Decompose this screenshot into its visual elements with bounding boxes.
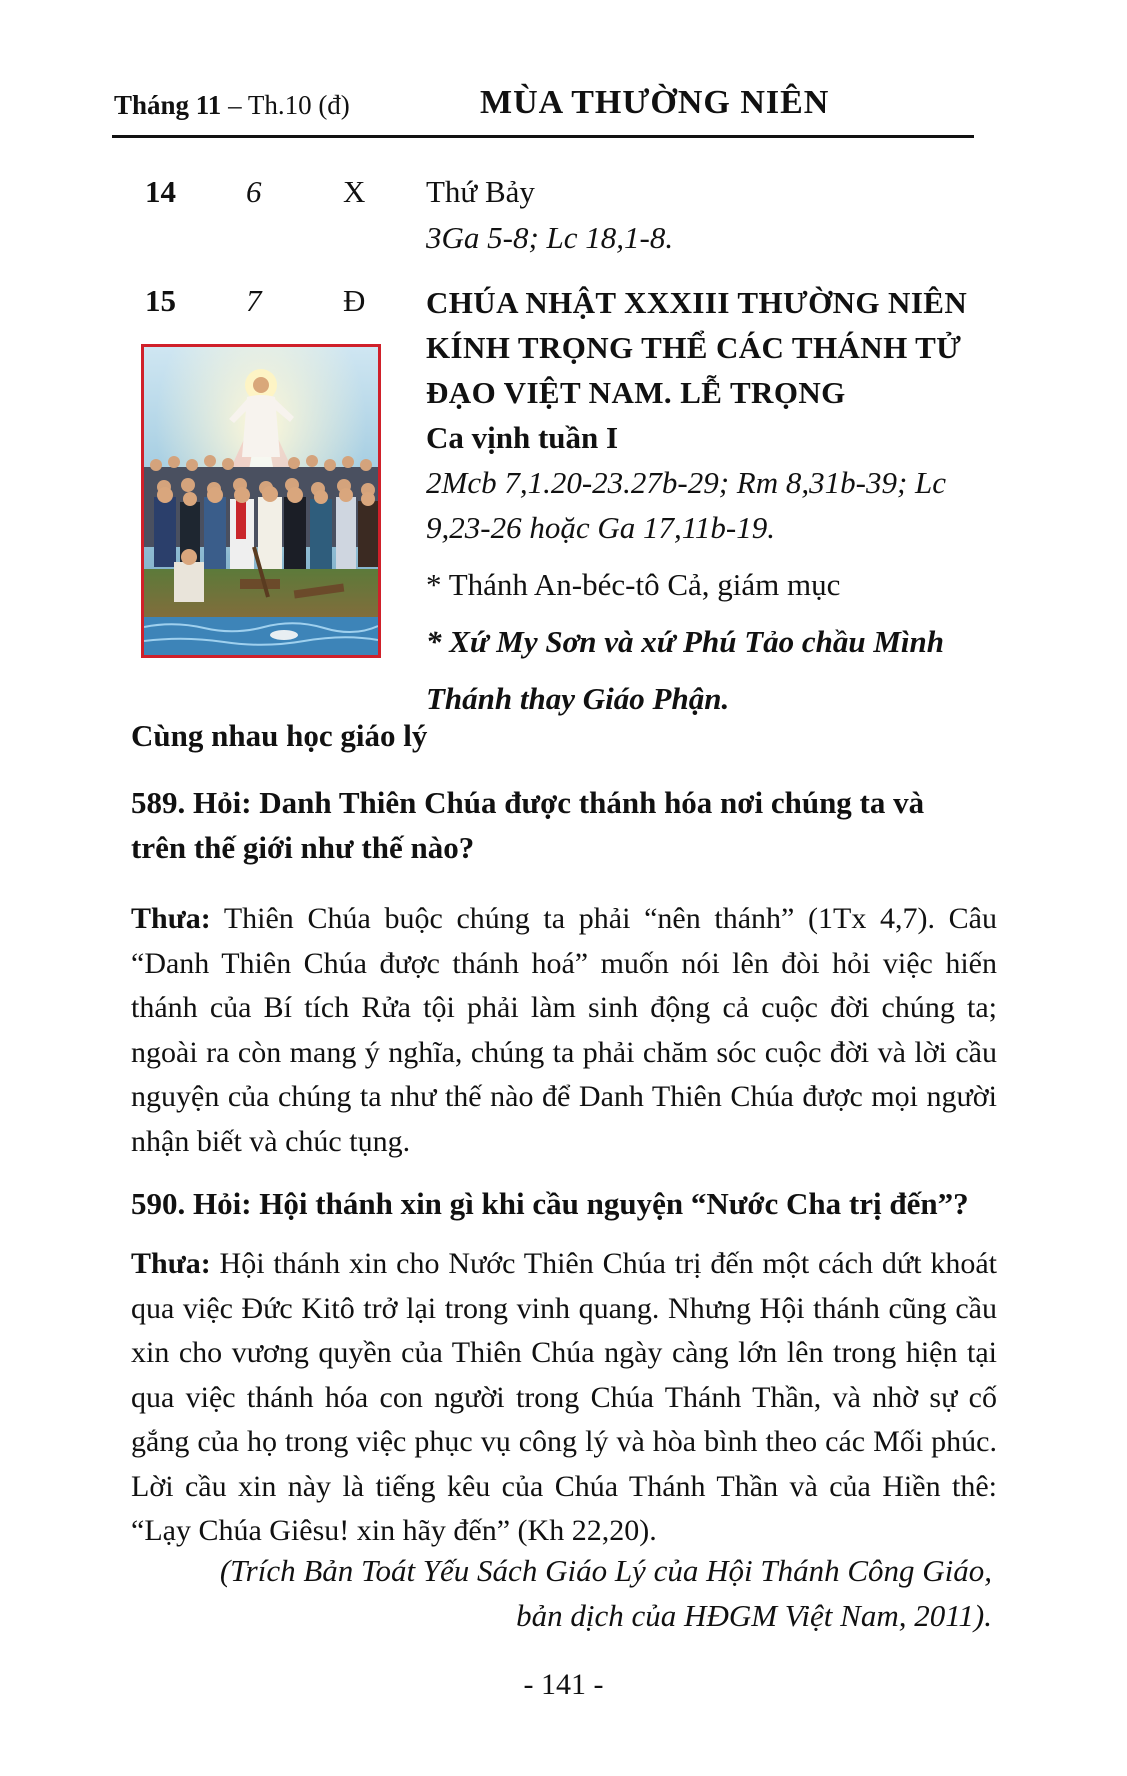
entry-15-readings-line: 9,23-26 hoặc Ga 17,11b-19. — [426, 510, 775, 545]
entry-15-day: 15 — [145, 283, 176, 318]
question-589 — [131, 780, 997, 870]
citation-line: bản dịch của HĐGM Việt Nam, 2011). — [516, 1598, 992, 1633]
answer-text: Thiên Chúa buộc chúng ta phải “nên thánh” (1Tx 4,7). Câu “Danh Thiên Chúa được thánh hoá” muốn nói lên đòi hỏi việc hiến thánh của Bí tích Rửa tội phải làm sinh động cả cuộc đời chúng ta; ngoài ra còn mang ý nghĩa, chúng ta phải chăm sóc cuộc đời và lời cầu nguyện của chúng ta như thế nào để Danh Thiên Chúa được mọi người nhận biết và chúc tụng. — [131, 902, 997, 1158]
header-season: MÙA THƯỜNG NIÊN — [480, 84, 830, 121]
page-number: - 141 - — [523, 1668, 604, 1701]
question-590 — [131, 1181, 997, 1226]
entry-14-readings: 3Ga 5-8; Lc 18,1-8. — [426, 220, 674, 255]
entry-15-lunar: 7 — [246, 283, 262, 318]
entry-15-note-line: Thánh thay Giáo Phận. — [426, 681, 730, 716]
citation — [122, 1548, 992, 1638]
entry-15-note-line: * Xứ My Sơn và xứ Phú Tảo chầu Mình — [426, 624, 945, 659]
answer-589 — [131, 897, 997, 1164]
answer-label: Thưa: — [131, 1247, 211, 1280]
entry-15-color: Đ — [343, 283, 366, 318]
entry-15-psalter: Ca vịnh tuần I — [426, 420, 619, 455]
entry-14-name: Thứ Bảy — [426, 174, 535, 209]
answer-text: Hội thánh xin cho Nước Thiên Chúa trị đến một cách dứt khoát qua việc Đức Kitô trở lại trong vinh quang. Nhưng Hội thánh cũng cầu xin cho vương quyền của Thiên Chúa ngày càng lớn lên trong hiện tại qua việc thánh hóa con người trong Chúa Thánh Thần, và nhờ sự cố gắng của họ trong việc phục vụ công lý và hòa bình theo các Mối phúc. Lời cầu xin này là tiếng kêu của Chúa Thánh Thần và của Hiền thê: “Lạy Chúa Giêsu! xin hãy đến” (Kh 22,20). — [131, 1247, 997, 1547]
entry-15-title-line: ĐẠO VIỆT NAM. LỄ TRỌNG — [426, 375, 846, 410]
header-month-sub: – Th.10 (đ) — [221, 90, 350, 120]
entry-15-title-line: CHÚA NHẬT XXXIII THƯỜNG NIÊN — [426, 285, 968, 320]
citation-line: (Trích Bản Toát Yếu Sách Giáo Lý của Hội Thánh Công Giáo, — [219, 1553, 992, 1588]
header-divider — [112, 135, 974, 138]
header-month-label: Tháng 11 — [114, 90, 222, 120]
entry-14-color: X — [343, 174, 366, 209]
martyrs-painting-art — [144, 347, 378, 655]
catechism-heading: Cùng nhau học giáo lý — [131, 718, 428, 753]
entry-14-day: 14 — [145, 174, 176, 209]
martyrs-painting — [141, 344, 381, 658]
entry-15-saint: * Thánh An-béc-tô Cả, giám mục — [426, 567, 841, 602]
question-line: 590. Hỏi: Hội thánh xin gì khi cầu nguyện “Nước Cha trị đến”? — [131, 1186, 969, 1221]
header-month — [114, 90, 350, 121]
question-line: 589. Hỏi: Danh Thiên Chúa được thánh hóa nơi chúng ta và — [131, 785, 925, 820]
entry-15-body — [426, 280, 996, 721]
answer-590 — [131, 1242, 997, 1554]
entry-15-title-line: KÍNH TRỌNG THỂ CÁC THÁNH TỬ — [426, 330, 962, 365]
entry-15-readings-line: 2Mcb 7,1.20-23.27b-29; Rm 8,31b-39; Lc — [426, 465, 947, 500]
question-line: trên thế giới như thế nào? — [131, 830, 475, 865]
entry-14-lunar: 6 — [246, 174, 262, 209]
answer-label: Thưa: — [131, 902, 211, 935]
